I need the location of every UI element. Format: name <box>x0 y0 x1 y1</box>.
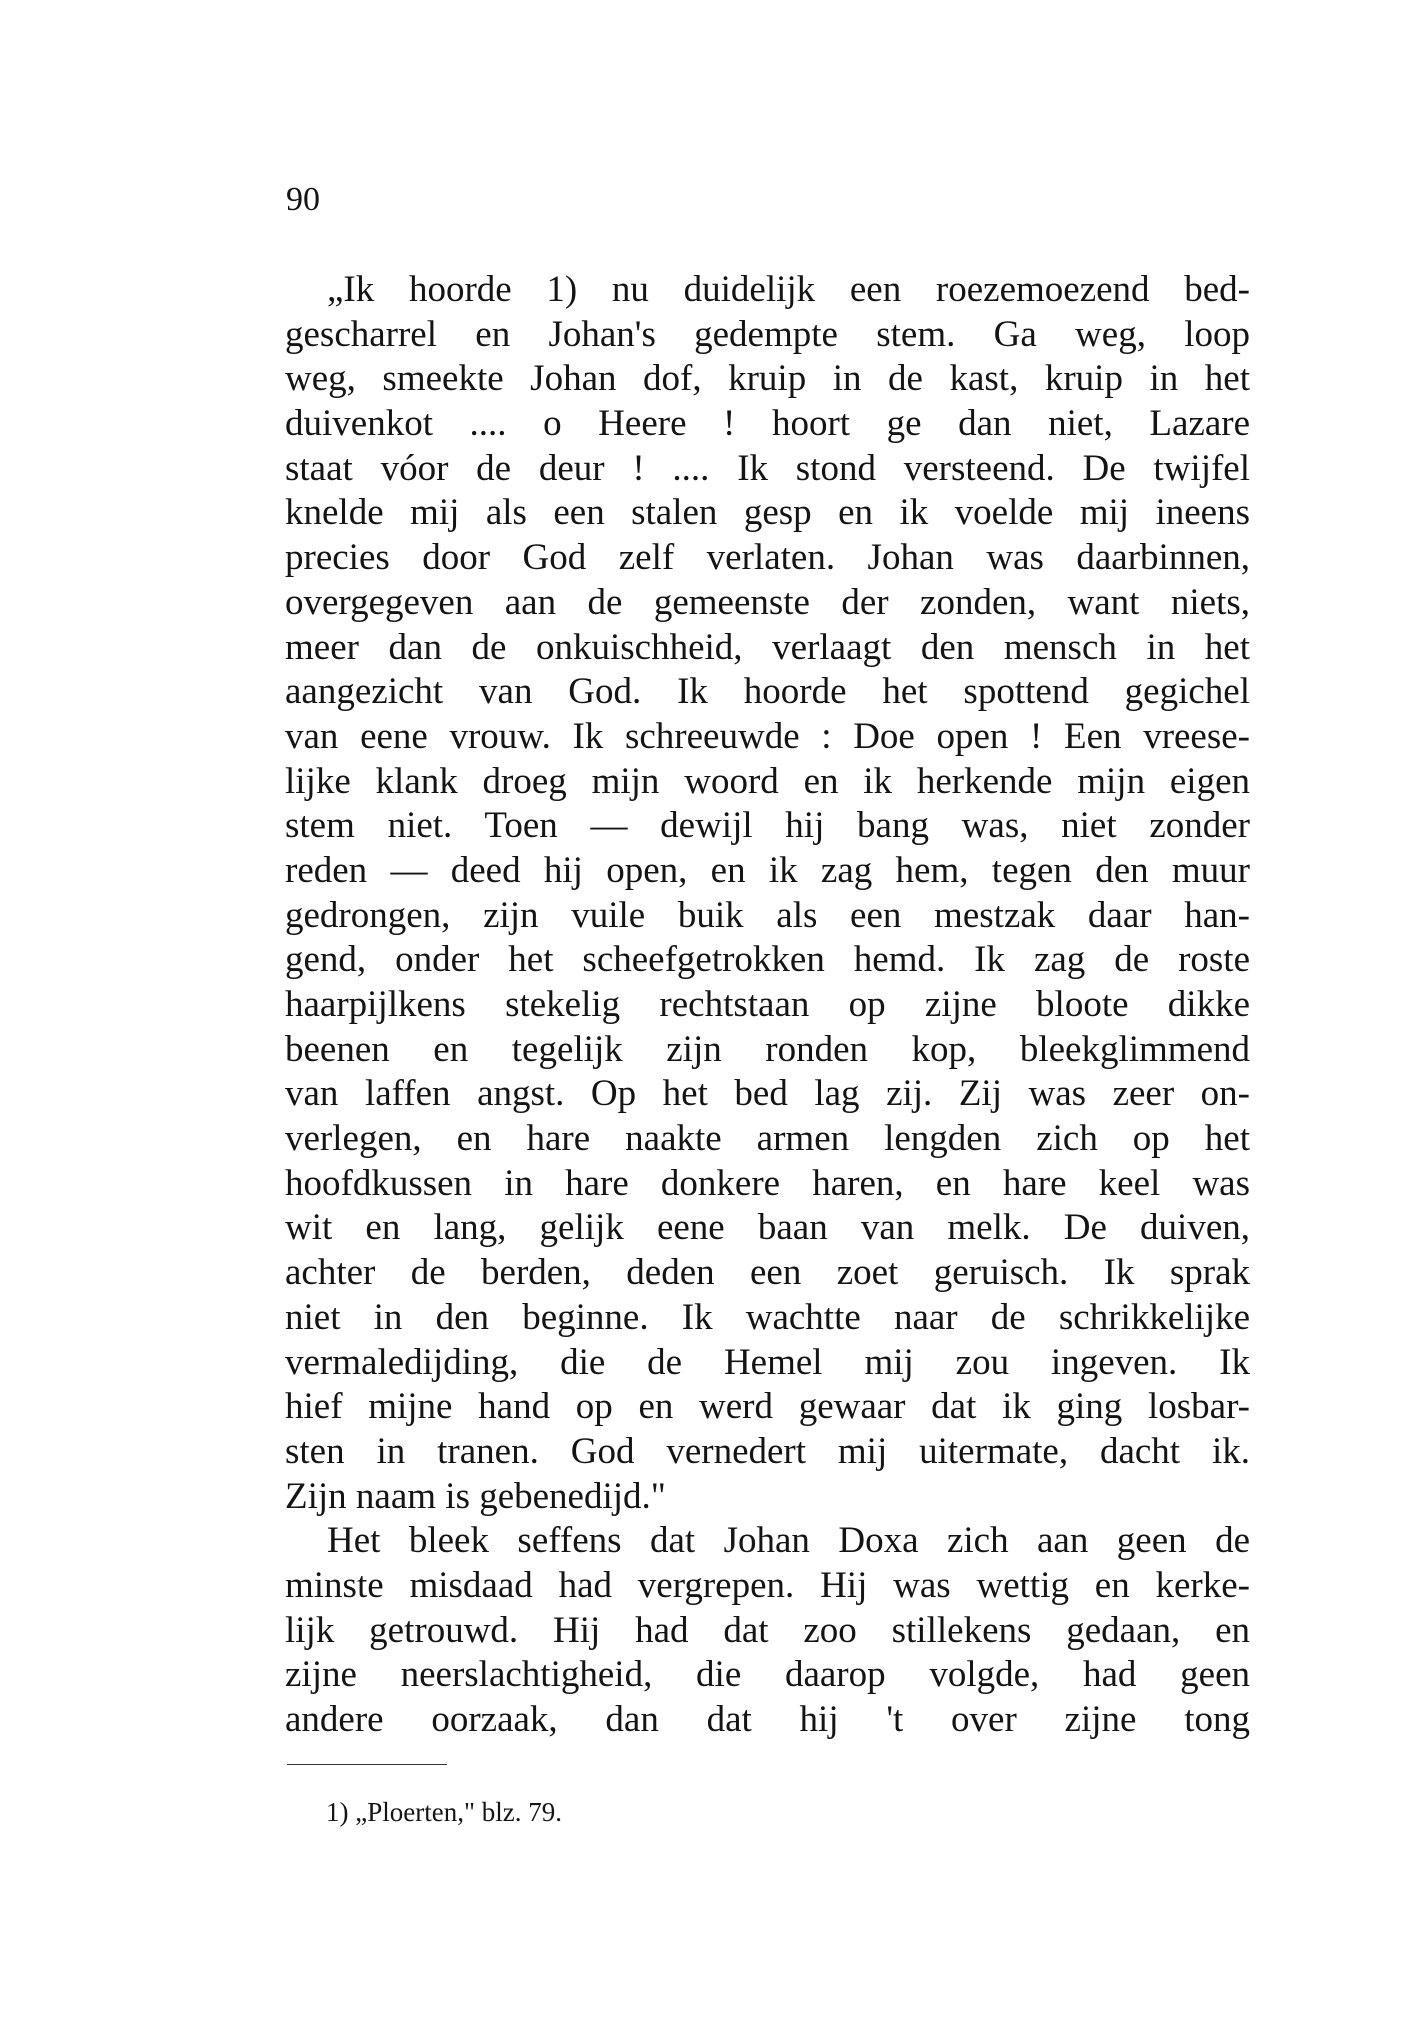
text-line: aangezicht van God. Ik hoorde het spottend gegichel <box>285 671 1250 713</box>
text-line: knelde mij als een stalen gesp en ik voelde mij ineens <box>285 492 1250 534</box>
text-line: lijk getrouwd. Hij had dat zoo stillekens gedaan, en <box>285 1609 1250 1651</box>
text-line: reden — deed hij open, en ik zag hem, tegen den muur <box>285 849 1250 891</box>
text-line: lijke klank droeg mijn woord en ik herkende mijn eigen <box>285 760 1250 802</box>
text-line: overgegeven aan de gemeenste der zonden, want niets, <box>285 581 1250 623</box>
footnote-rule <box>287 1764 447 1765</box>
text-line: beenen en tegelijk zijn ronden kop, bleekglimmend <box>285 1028 1250 1070</box>
page-number: 90 <box>286 181 320 218</box>
text-line: precies door God zelf verlaten. Johan was daarbinnen, <box>285 537 1250 579</box>
text-line: Zijn naam is gebenedijd." <box>285 1475 666 1517</box>
text-line: zijne neerslachtigheid, die daarop volgde, had geen <box>285 1654 1250 1696</box>
text-line: weg, smeekte Johan dof, kruip in de kast, kruip in het <box>285 358 1250 400</box>
text-line: vermaledijding, die de Hemel mij zou ingeven. Ik <box>285 1341 1250 1383</box>
text-line: achter de berden, deden een zoet geruisch. Ik sprak <box>285 1252 1250 1294</box>
text-line: minste misdaad had vergrepen. Hij was wettig en kerke- <box>285 1564 1250 1606</box>
text-line: haarpijlkens stekelig rechtstaan op zijne bloote dikke <box>285 984 1250 1025</box>
text-line: andere oorzaak, dan dat hij 't over zijne tong <box>285 1699 1250 1740</box>
text-line: niet in den beginne. Ik wachtte naar de schrikkelijke <box>285 1296 1250 1338</box>
text-line: sten in tranen. God vernedert mij uitermate, dacht ik. <box>285 1430 1250 1472</box>
footnote: 1) „Ploerten," blz. 79. <box>326 1797 562 1827</box>
text-line: gedrongen, zijn vuile buik als een mestzak daar han- <box>285 894 1250 936</box>
text-line: gescharrel en Johan's gedempte stem. Ga weg, loop <box>285 313 1250 355</box>
paragraphs <box>285 268 1250 1743</box>
text-line: van laffen angst. Op het bed lag zij. Zij was zeer on- <box>285 1073 1250 1115</box>
text-line: „Ik hoorde 1) nu duidelijk een roezemoezend bed- <box>327 269 1250 310</box>
text-line: meer dan de onkuischheid, verlaagt den mensch in het <box>285 626 1250 668</box>
text-line: van eene vrouw. Ik schreeuwde : Doe open ! Een vreese- <box>285 715 1250 757</box>
text-line: staat vóor de deur ! .... Ik stond versteend. De twijfel <box>285 447 1250 489</box>
text-line: verlegen, en hare naakte armen lengden zich op het <box>285 1118 1250 1160</box>
text-line: duivenkot .... o Heere ! hoort ge dan niet, Lazare <box>285 403 1250 445</box>
text-line: gend, onder het scheefgetrokken hemd. Ik zag de roste <box>285 939 1250 981</box>
text-line: wit en lang, gelijk eene baan van melk. De duiven, <box>285 1207 1250 1249</box>
text-line: hoofdkussen in hare donkere haren, en hare keel was <box>285 1162 1250 1204</box>
text-line: Het bleek seffens dat Johan Doxa zich aan geen de <box>327 1520 1250 1562</box>
text-line: stem niet. Toen — dewijl hij bang was, niet zonder <box>285 805 1250 847</box>
text-line: hief mijne hand op en werd gewaar dat ik ging losbar- <box>285 1386 1250 1428</box>
body-text <box>285 268 1250 1743</box>
